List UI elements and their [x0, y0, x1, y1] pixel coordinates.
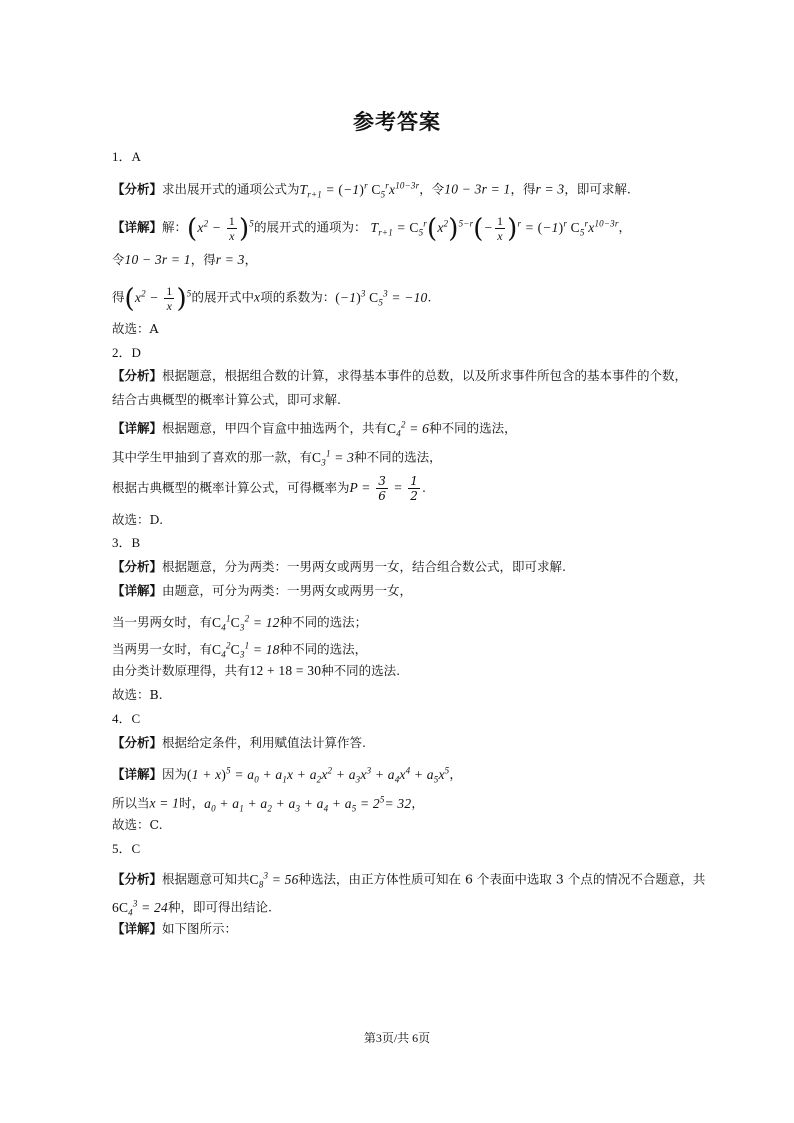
- q2-detail-2: 其中学生甲抽到了喜欢的那一款，有$C_3^1 = 3$种不同的选法，: [112, 448, 442, 468]
- q1-general-term: $T_{r+1} = C_5^r(x^2)^{5-r}(-$ $\frac{1}{x}$ )$^r = (-1)^r$ $C_5^rx^{10-3r}$: [370, 213, 619, 244]
- q4-answer: 故选：C.: [112, 817, 163, 832]
- q4-heading: 4．C: [112, 711, 141, 726]
- q4-detail-1: 【详解】因为$(1 + x)^5 = a_0 + a_1x + a_2x^2 + a_3x^3 + a_4x^4 + a_5x^5$，: [112, 765, 462, 785]
- q1-analysis-formula: $T_{r+1} = (-1)^r$ $C_5^rx^{10-3r}$: [299, 180, 420, 200]
- q2-analysis-2: 结合古典概型的概率计算公式，即可求解.: [112, 392, 341, 407]
- q4-detail-2: 所以当x = 1时，$a_0 + a_1 + a_2 + a_3 + a_4 + a_5 = 2^5= 32$，: [112, 794, 424, 814]
- q5-detail-1: 【详解】如下图所示：: [112, 921, 238, 936]
- q2-answer: 故选：D.: [112, 512, 164, 527]
- q3-answer: 故选：B.: [112, 687, 163, 702]
- q2-heading: 2．D: [112, 345, 141, 360]
- q3-detail-1: 【详解】由题意，可分为两类：一男两女或两男一女，: [112, 583, 413, 598]
- q2-detail-3: 根据古典概型的概率计算公式，可得概率为P = $\frac{3}{6}$ = $\frac{1}{2}$ .: [112, 474, 426, 503]
- q1-analysis: 【分析】求出展开式的通项公式为$T_{r+1} = (-1)^r$ $C_5^rx^{10-3r}$，令10 − 3r = 1，得r = 3，即可求解.: [112, 180, 631, 200]
- q4-analysis: 【分析】根据给定条件，利用赋值法计算作答.: [112, 735, 366, 750]
- q5-heading: 5．C: [112, 841, 141, 856]
- q1-line4: 得($x^2$ − $\frac{1}{x}$ )$^5$的展开式中x项的系数为：$(-1)^3$ $C_5^3 = -10$.: [112, 283, 432, 314]
- q5-analysis-2: $6C_4^3 = 24$种，即可得出结论.: [112, 898, 272, 918]
- q2-frac-2: $\frac{1}{2}$: [410, 474, 418, 503]
- q1-line3: 令10 − 3r = 1，得r = 3，: [112, 252, 258, 267]
- q2-analysis-1: 【分析】根据题意，根据组合数的计算，求得基本事件的总数，以及所求事件所包含的基本事件的个数，: [112, 368, 688, 383]
- page-footer: 第3页/共 6页: [363, 1031, 431, 1045]
- q1-binomial-expr: ($x^2$ − $\frac{1}{x}$ )$^5$: [187, 213, 254, 244]
- q3-heading: 3．B: [112, 535, 141, 550]
- q3-analysis: 【分析】根据题意，分为两类：一男两女或两男一女，结合组合数公式，即可求解.: [112, 559, 566, 574]
- q3-detail-3: 当两男一女时，有$C_4^2C_3^1 = 18$种不同的选法，: [112, 640, 368, 660]
- q3-detail-2: 当一男两女时，有$C_4^1C_3^2 = 12$种不同的选法；: [112, 613, 368, 633]
- q3-detail-4: 由分类计数原理得，共有12 + 18 = 30种不同的选法.: [112, 663, 401, 678]
- page-title: 参考答案: [353, 110, 441, 134]
- q2-detail-1: 【详解】根据题意，甲四个盲盒中抽选两个，共有$C_4^2 = 6$种不同的选法，: [112, 419, 517, 439]
- q5-analysis-1: 【分析】根据题意可知共$C_8^3 = 56$种选法，由正方体性质可知在 6 个表面中选取 3 个点的情况不合题意，共: [112, 870, 706, 890]
- q1-detail: 【详解】解：($x^2$ − $\frac{1}{x}$ )$^5$的展开式的通项为： $T_{r+1} = C_5^r(x^2)^{5-r}(-$ $\frac{1}{x}$ )$^r = (-1)^r$ $C_5^rx^{10-3r}$，: [112, 213, 632, 244]
- q1-result: $(-1)^3$ $C_5^3 = -10$: [335, 288, 428, 308]
- q1-heading: 1．A: [112, 149, 141, 164]
- q1-answer: 故选：A: [112, 321, 159, 336]
- q2-frac-1: $\frac{3}{6}$: [378, 474, 386, 503]
